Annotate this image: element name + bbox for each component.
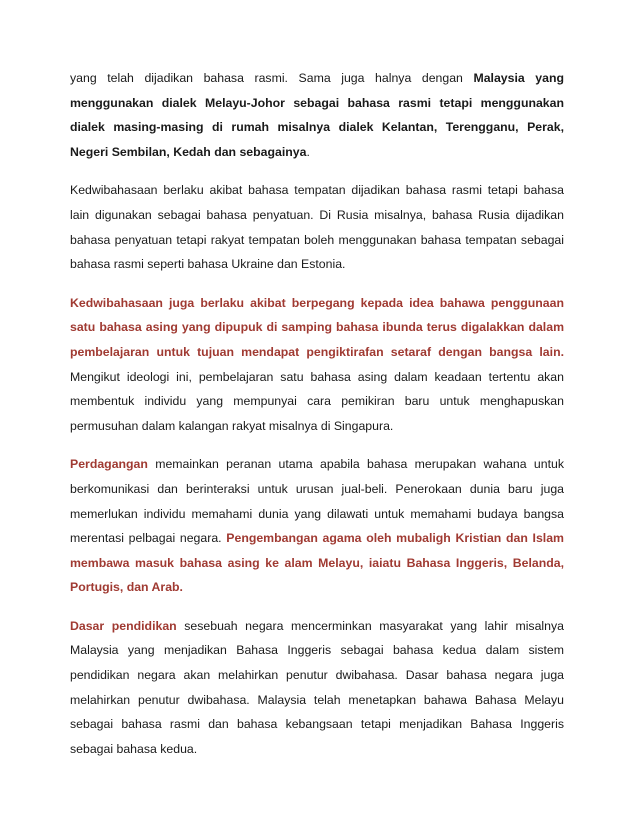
highlighted-text-segment: Pengembangan agama oleh mubaligh Kristian dan Islam membawa masuk bahasa asing ke alam Melayu, iaiatu Bahasa Inggeris, Belanda, Portugis, dan Arab.: [70, 531, 564, 595]
paragraph-5: [70, 614, 564, 762]
text-segment: memainkan peranan utama apabila bahasa merupakan wahana untuk berkomunikasi dan berinteraksi untuk urusan jual-beli. Penerokaan dunia baru juga memerlukan individu memahami dunia yang dilawati untuk memahami budaya bangsa merentasi pelbagai negara.: [70, 457, 564, 546]
paragraph-3: [70, 291, 564, 439]
bold-text-segment: Malaysia yang menggunakan dialek Melayu-Johor sebagai bahasa rasmi tetapi menggunakan dialek masing-masing di rumah misalnya dialek Kelantan, Terengganu, Perak, Negeri Sembilan, Kedah dan sebagainya: [70, 71, 565, 159]
highlighted-text-segment: Dasar pendidikan: [70, 618, 177, 633]
text-segment: Kedwibahasaan berlaku akibat bahasa tempatan dijadikan bahasa rasmi tetapi bahasa lain digunakan sebagai bahasa penyatuan. Di Rusia misalnya, bahasa Rusia dijadikan bahasa penyatuan tetapi rakyat tempatan boleh menggunakan bahasa tempatan sebagai bahasa rasmi seperti bahasa Ukraine dan Estonia.: [70, 183, 564, 272]
paragraph-4: [70, 452, 564, 600]
text-segment: .: [306, 144, 310, 159]
highlighted-text-segment: Kedwibahasaan juga berlaku akibat berpegang kepada idea bahawa penggunaan satu bahasa asing yang dipupuk di samping bahasa ibunda terus digalakkan dalam pembelajaran untuk tujuan mendapat pengiktirafan setaraf dengan bangsa lain.: [70, 295, 564, 359]
text-segment: sesebuah negara mencerminkan masyarakat yang lahir misalnya Malaysia yang menjadikan Bahasa Inggeris sebagai bahasa kedua dalam sistem pendidikan negara akan melahirkan penutur dwibahasa. Dasar bahasa negara juga melahirkan penutur dwibahasa. Malaysia telah menetapkan bahawa Bahasa Melayu sebagai bahasa rasmi dan bahasa kebangsaan tetapi menjadikan Bahasa Inggeris sebagai bahasa kedua.: [70, 618, 564, 756]
paragraph-2: [70, 178, 564, 276]
text-segment: Mengikut ideologi ini, pembelajaran satu bahasa asing dalam keadaan tertentu akan membentuk individu yang mempunyai cara pemikiran baru untuk menghapuskan permusuhan dalam kalangan rakyat misalnya di Singapura.: [70, 369, 564, 433]
text-segment: yang telah dijadikan bahasa rasmi. Sama juga halnya dengan: [70, 71, 474, 85]
highlighted-text-segment: Perdagangan: [70, 457, 148, 472]
document-page: [70, 66, 564, 775]
paragraph-1: [70, 66, 564, 164]
